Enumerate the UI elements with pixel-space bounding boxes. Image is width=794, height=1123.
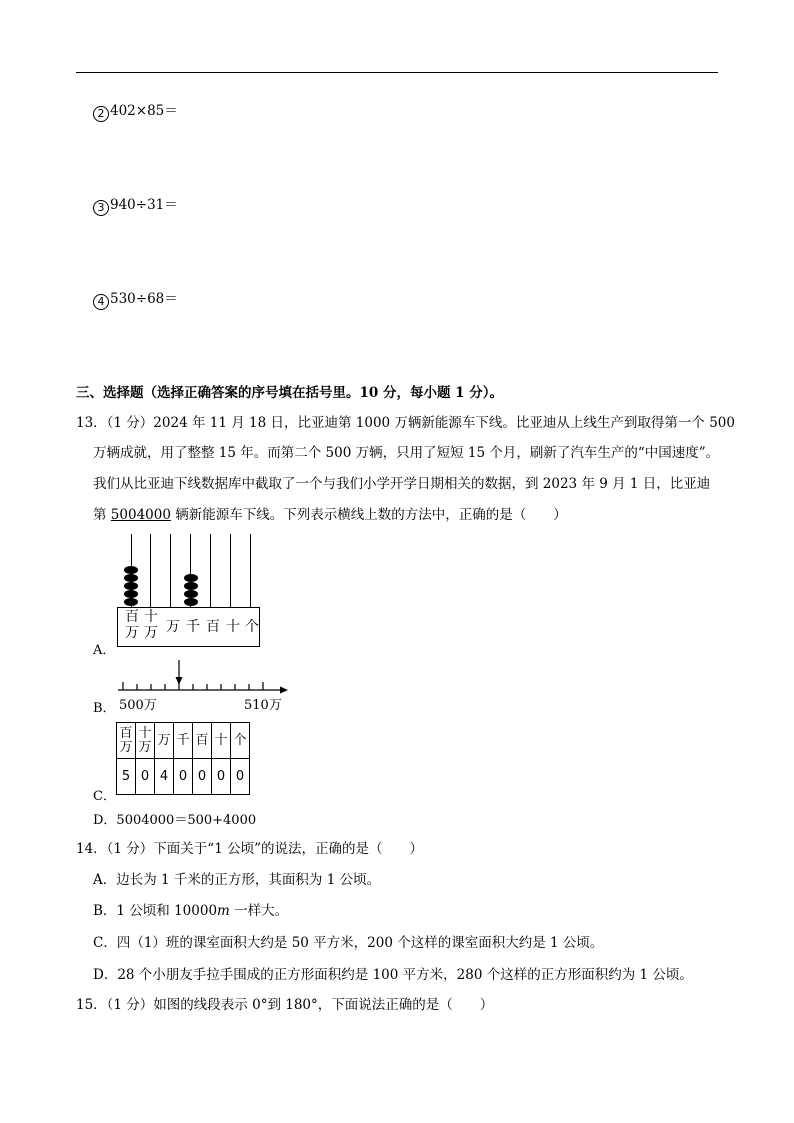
calc-item-3 — [93, 196, 178, 216]
calc-expression: 530÷68＝ — [110, 291, 178, 307]
abacus-label-hundreds: 百 — [206, 619, 220, 635]
q14-option-b-post: 一样大。 — [229, 903, 289, 919]
q14-option-c: C．四（1）班的课室面积大约是 50 平方米，200 个这样的课室面积大约是 1 公顷。 — [93, 935, 604, 951]
abacus-label-thousands: 千 — [186, 619, 200, 635]
calc-item-4 — [93, 290, 178, 310]
table-header-row — [117, 723, 250, 759]
option-a-label: A． — [93, 643, 116, 658]
table-header-cell: 百万 — [117, 723, 136, 759]
q15-stem: 15．（1 分）如图的线段表示 0°到 180°，下面说法正确的是（ ） — [76, 997, 494, 1013]
abacus-bead — [124, 566, 138, 574]
circled-number: 4 — [93, 294, 109, 310]
option-b-label: B． — [93, 701, 116, 716]
number-line-arrowhead — [280, 687, 288, 694]
abacus-label-tens: 十 — [226, 619, 240, 635]
table-value-cell: 0 — [174, 759, 193, 795]
q13-line4-pre: 第 — [93, 507, 111, 523]
q14-option-d: D．28 个小朋友手拉手围成的正方形面积约是 100 平方米，280 个这样的正方形面积约为 1 公顷。 — [93, 967, 693, 983]
q14-option-b — [93, 902, 288, 920]
header-rule — [76, 72, 718, 73]
abacus-bead — [184, 582, 198, 590]
q13-line2: 万辆成就，用了整整 15 年。而第二个 500 万辆，只用了短短 15 个月，刷新了汽车生产的“中国速度”。 — [93, 445, 720, 461]
circled-number: 3 — [93, 200, 109, 216]
table-value-cell: 0 — [231, 759, 250, 795]
q14-stem: 14．（1 分）下面关于“1 公顷”的说法，正确的是（ ） — [76, 841, 423, 857]
abacus-rod — [210, 534, 211, 607]
table-value-cell: 5 — [117, 759, 136, 795]
abacus-label-ones: 个 — [245, 619, 259, 635]
table-value-cell: 4 — [155, 759, 174, 795]
table-header-cell: 百 — [193, 723, 212, 759]
option-d: D．5004000＝500+4000 — [93, 813, 257, 828]
number-line-start-label: 500万 — [119, 698, 157, 713]
q14-option-b-var: m — [217, 903, 230, 919]
number-line-end-label: 510万 — [244, 698, 282, 713]
table-value-cell: 0 — [212, 759, 231, 795]
abacus-rod — [170, 534, 171, 607]
abacus-bead — [184, 598, 198, 606]
table-header-cell: 万 — [155, 723, 174, 759]
table-value-cell: 0 — [193, 759, 212, 795]
abacus-bead — [184, 590, 198, 598]
abacus-rod — [230, 534, 231, 607]
abacus-bead — [124, 590, 138, 598]
abacus-bead — [124, 598, 138, 606]
abacus-label-millions: 百万 — [125, 609, 139, 641]
abacus-rod — [150, 534, 151, 607]
calc-expression: 402×85＝ — [110, 103, 178, 119]
abacus-bead — [184, 574, 198, 582]
option-c-label: C． — [93, 789, 116, 804]
q13-line3: 我们从比亚迪下线数据库中截取了一个与我们小学开学日期相关的数据，到 2023 年 9 月 1 日，比亚迪 — [93, 476, 711, 492]
calc-item-2 — [93, 102, 178, 122]
q13-line1: 13．（1 分）2024 年 11 月 18 日，比亚迪第 1000 万辆新能源车下线。比亚迪从上线生产到取得第一个 500 — [76, 415, 735, 431]
table-header-cell: 个 — [231, 723, 250, 759]
q14-option-a: A．边长为 1 千米的正方形，其面积为 1 公顷。 — [93, 872, 381, 888]
place-value-table — [116, 722, 250, 795]
q13-line4-post: 辆新能源车下线。下列表示横线上数的方法中，正确的是（ ） — [170, 507, 567, 523]
q14-option-b-pre: B．1 公顷和 10000 — [93, 903, 218, 919]
circled-number: 2 — [93, 106, 109, 122]
abacus-bead — [124, 582, 138, 590]
table-value-row — [117, 759, 250, 795]
table-value-cell: 0 — [136, 759, 155, 795]
number-line-figure — [110, 658, 295, 698]
abacus-rod — [250, 534, 251, 607]
number-line-ticks — [123, 682, 263, 690]
table-header-cell: 十 — [212, 723, 231, 759]
q13-line4 — [93, 506, 567, 524]
table-header-cell: 千 — [174, 723, 193, 759]
abacus-label-hundred-thousands: 十万 — [144, 609, 158, 641]
abacus-label-ten-thousands: 万 — [166, 619, 180, 635]
table-header-cell: 十万 — [136, 723, 155, 759]
section-title: 三、选择题（选择正确答案的序号填在括号里。10 分，每小题 1 分）。 — [76, 385, 504, 401]
underlined-number: 5004000 — [110, 507, 171, 523]
abacus-bead — [124, 574, 138, 582]
calc-expression: 940÷31＝ — [110, 197, 178, 213]
pointer-arrow-head — [176, 677, 183, 685]
